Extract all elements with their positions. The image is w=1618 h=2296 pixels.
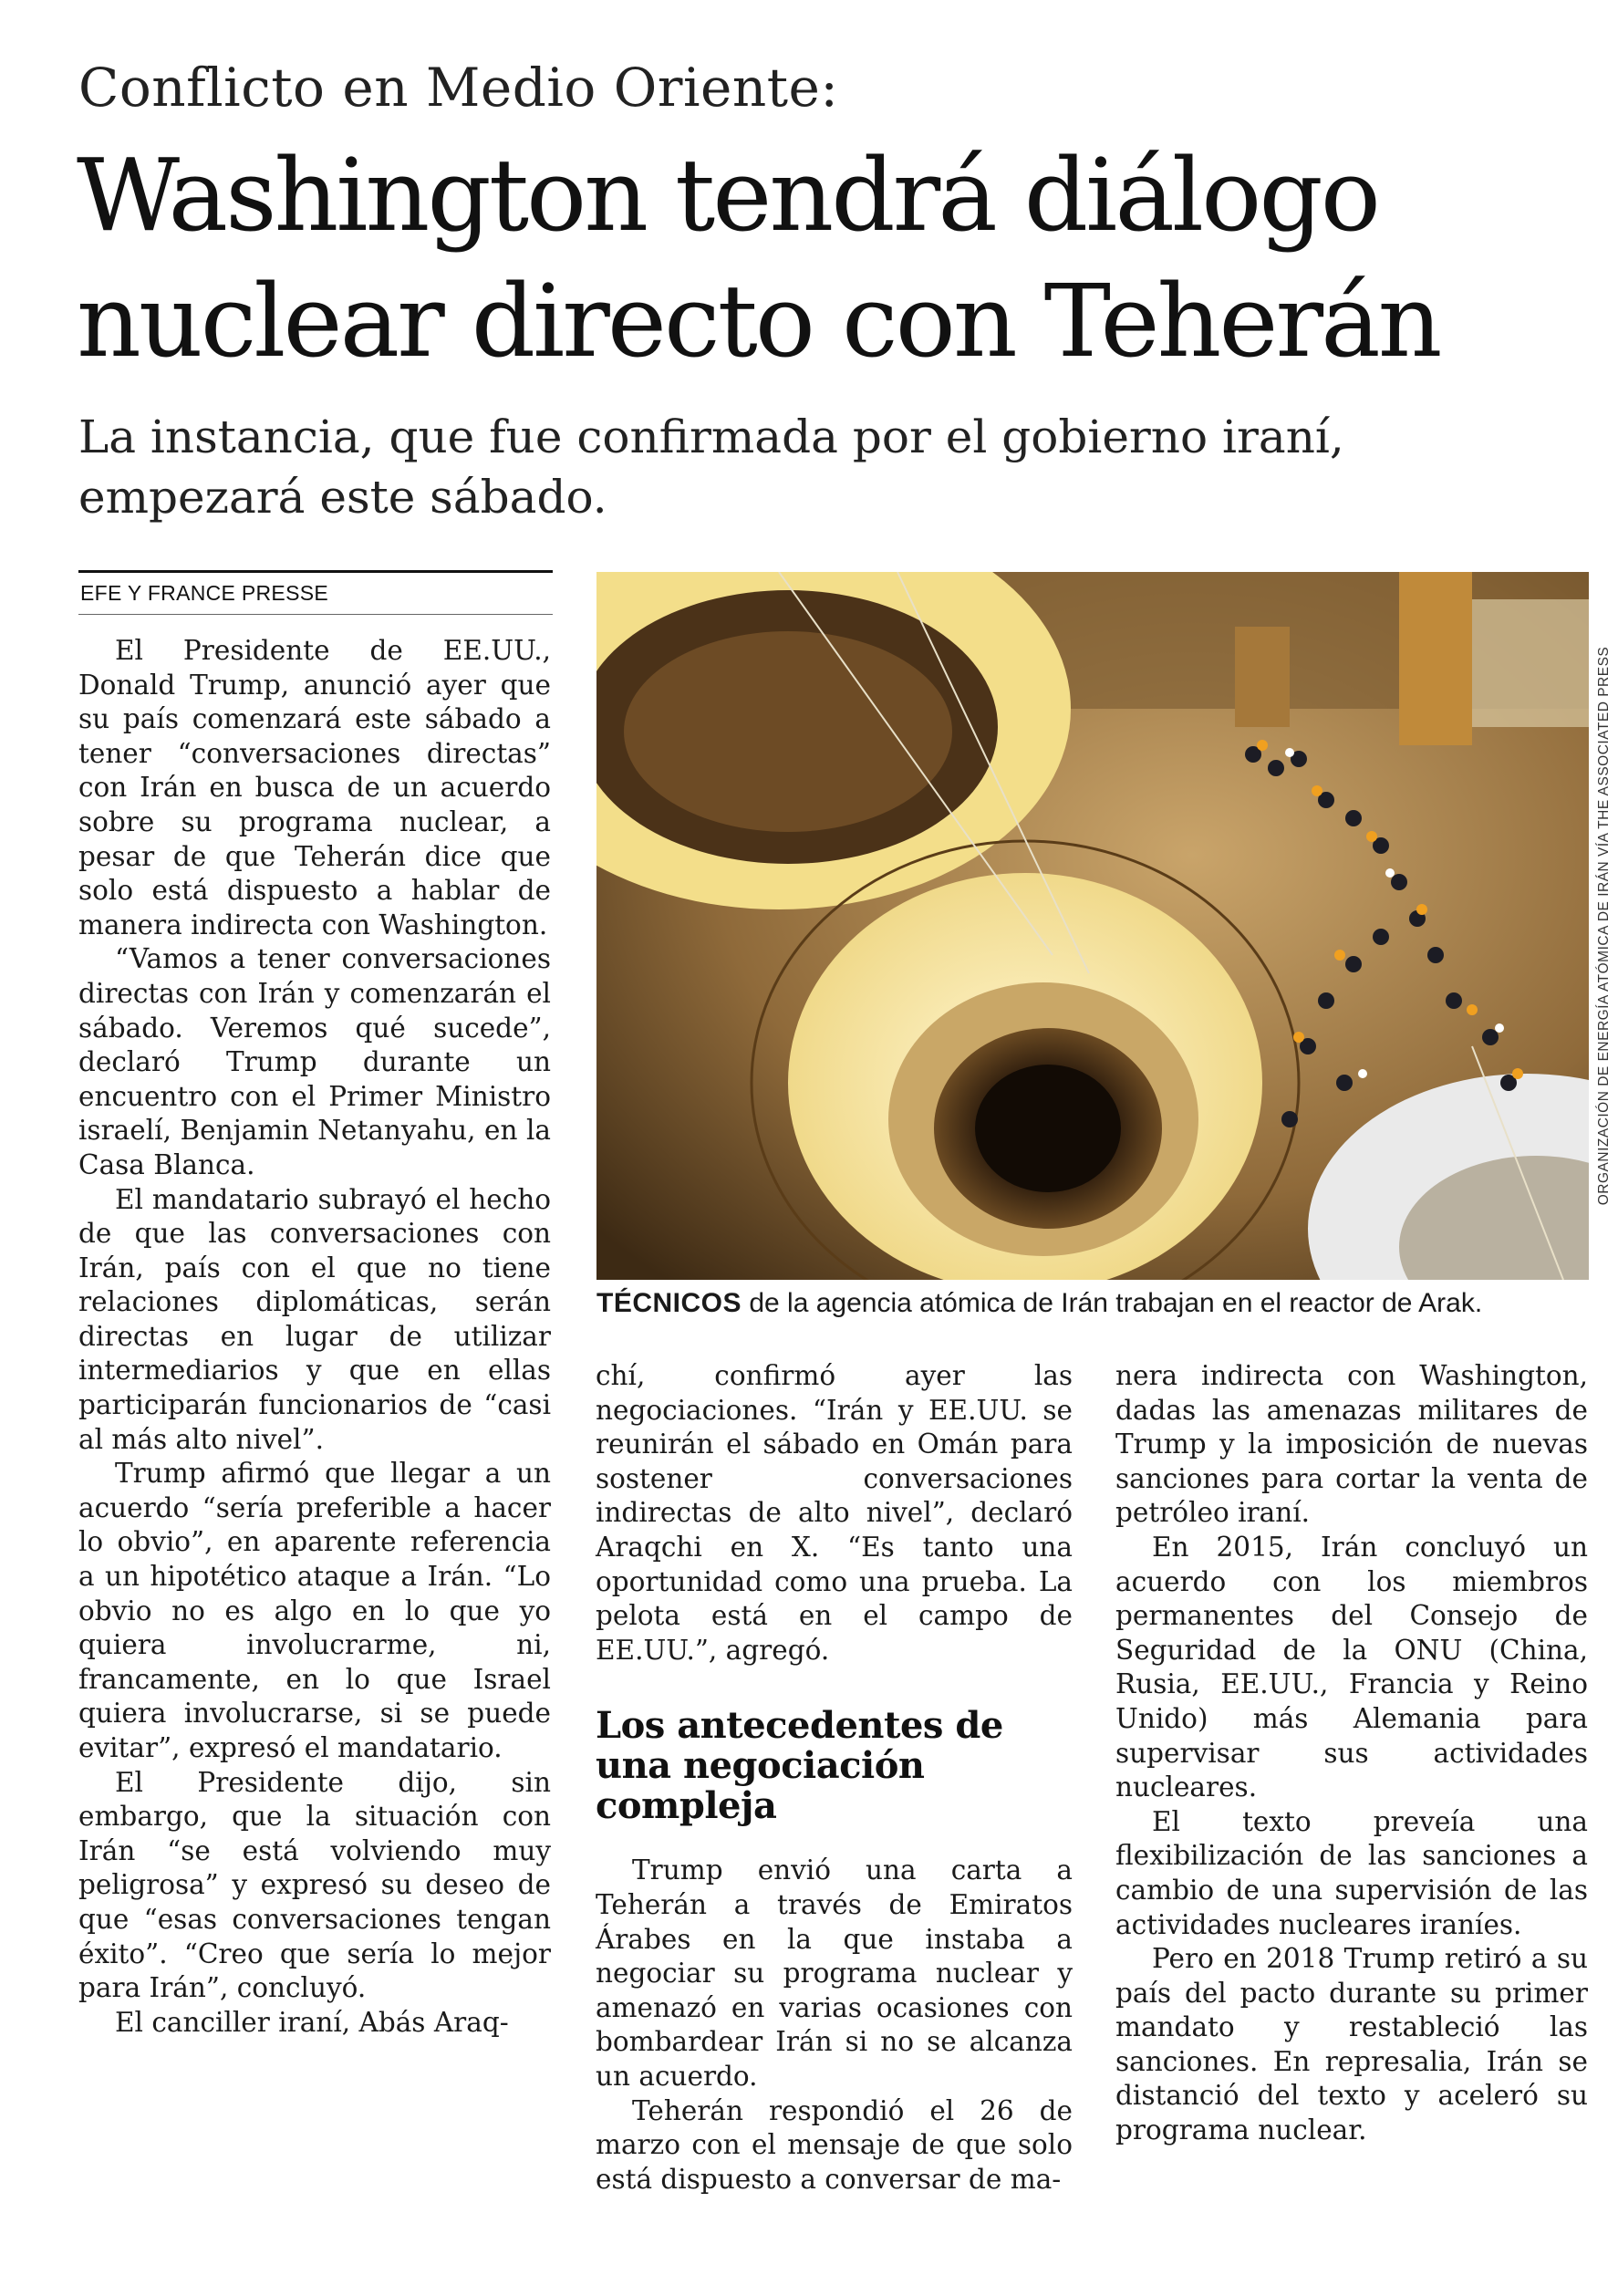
paragraph: Teherán respondió el 26 de marzo con el mensaje de que solo está dispuesto a conversar de ma- bbox=[596, 2094, 1073, 2195]
subheadline-line-2: empezará este sábado. bbox=[78, 471, 607, 524]
paragraph: “Vamos a tener conversaciones directas con Irán y comenzarán el sábado. Veremos qué sucede”, declaró Trump durante un encuentro con el Primer Ministro israelí, Benjamin Netanyahu, en la Casa Blanca. bbox=[78, 943, 551, 1180]
caption-lead: TÉCNICOS bbox=[596, 1288, 742, 1318]
paragraph: El texto preveía una flexibilización de las sanciones a cambio de una supervisión de las actividades nucleares iraníes. bbox=[1115, 1805, 1588, 1940]
byline-rule-top bbox=[78, 570, 553, 573]
article-column-1 bbox=[78, 634, 551, 2040]
headline-line-2: nuclear directo con Teherán bbox=[77, 263, 1440, 379]
photo-credit bbox=[1594, 572, 1614, 1280]
headline bbox=[77, 132, 1572, 384]
article-column-3 bbox=[1115, 1359, 1588, 2148]
photo-credit-text: ORGANIZACIÓN DE ENERGÍA ATÓMICA DE IRÁN VÍA THE ASSOCIATED PRESS bbox=[1596, 646, 1612, 1206]
paragraph: El Presidente dijo, sin embargo, que la situación con Irán “se está volviendo muy peligrosa” y expresó su deseo de que “esas conversaciones tengan éxito”. “Creo que sería lo mejor para Irán”, concluyó. bbox=[78, 1766, 551, 2004]
paragraph: El canciller iraní, Abás Araq- bbox=[115, 2006, 509, 2038]
paragraph: nera indirecta con Washington, dadas las amenazas militares de Trump y la imposición de nuevas sanciones para cortar la venta de petróleo iraní. bbox=[1115, 1360, 1588, 1529]
paragraph: En 2015, Irán concluyó un acuerdo con los miembros permanentes del Consejo de Seguridad de la ONU (China, Rusia, EE.UU., Francia y Reino Unido) más Alemania para supervisar sus actividades nucleares. bbox=[1115, 1531, 1588, 1803]
paragraph: Pero en 2018 Trump retiró a su país del pacto durante su primer mandato y restableció las sanciones. En represalia, Irán se distanció del texto y aceleró su programa nuclear. bbox=[1115, 1943, 1588, 2146]
paragraph: El mandatario subrayó el hecho de que las conversaciones con Irán, país con el que no tiene relaciones diplomáticas, serán directas en lugar de utilizar intermediarios y que en ellas participarán funcionarios de “casi al más alto nivel”. bbox=[78, 1183, 551, 1455]
subheadline bbox=[78, 407, 1574, 527]
byline: EFE Y FRANCE PRESSE bbox=[80, 581, 328, 605]
paragraph: chí, confirmó ayer las negociaciones. “Irán y EE.UU. se reunirán el sábado en Omán para sostener conversaciones indirectas de alto nivel”, declaró Araqchi en X. “Es tanto una oportunidad como una prueba. La pelota está en el campo de EE.UU.”, agregó. bbox=[596, 1360, 1073, 1666]
article-column-2 bbox=[596, 1359, 1073, 2197]
photo-caption bbox=[596, 1286, 1589, 1321]
paragraph: Trump afirmó que llegar a un acuerdo “sería preferible a hacer lo obvio”, en aparente referencia a un hipotético ataque a Irán. “Lo obvio no es algo en lo que yo quiera involucrarme, ni, francamente, en lo que Israel quiera involucrarse, si se puede evitar”, expresó el mandatario. bbox=[78, 1458, 551, 1763]
subheadline-line-1: La instancia, que fue confirmada por el gobierno iraní, bbox=[78, 410, 1344, 463]
reactor-photo bbox=[596, 572, 1589, 1280]
byline-rule-bottom bbox=[78, 614, 553, 615]
headline-line-1: Washington tendrá diálogo bbox=[77, 137, 1378, 254]
reactor-photo-illustration bbox=[596, 572, 1589, 1280]
paragraph: Trump envió una carta a Teherán a través de Emiratos Árabes en la que instaba a negociar su programa nuclear y amenazó en varias ocasiones con bombardear Irán si no se alcanza un acuerdo. bbox=[596, 1854, 1073, 2092]
section-heading: Los antecedentes de una negociación compleja bbox=[596, 1704, 1003, 1828]
caption-text: de la agencia atómica de Irán trabajan en el reactor de Arak. bbox=[742, 1288, 1483, 1318]
paragraph: El Presidente de EE.UU., Donald Trump, anunció ayer que su país comenzará este sábado a tener “conversaciones directas” con Irán en busca de un acuerdo sobre su programa nuclear, a pesar de que Teherán dice que solo está dispuesto a hablar de manera indirecta con Washington. bbox=[78, 635, 551, 940]
kicker: Conflicto en Medio Oriente: bbox=[78, 57, 839, 119]
